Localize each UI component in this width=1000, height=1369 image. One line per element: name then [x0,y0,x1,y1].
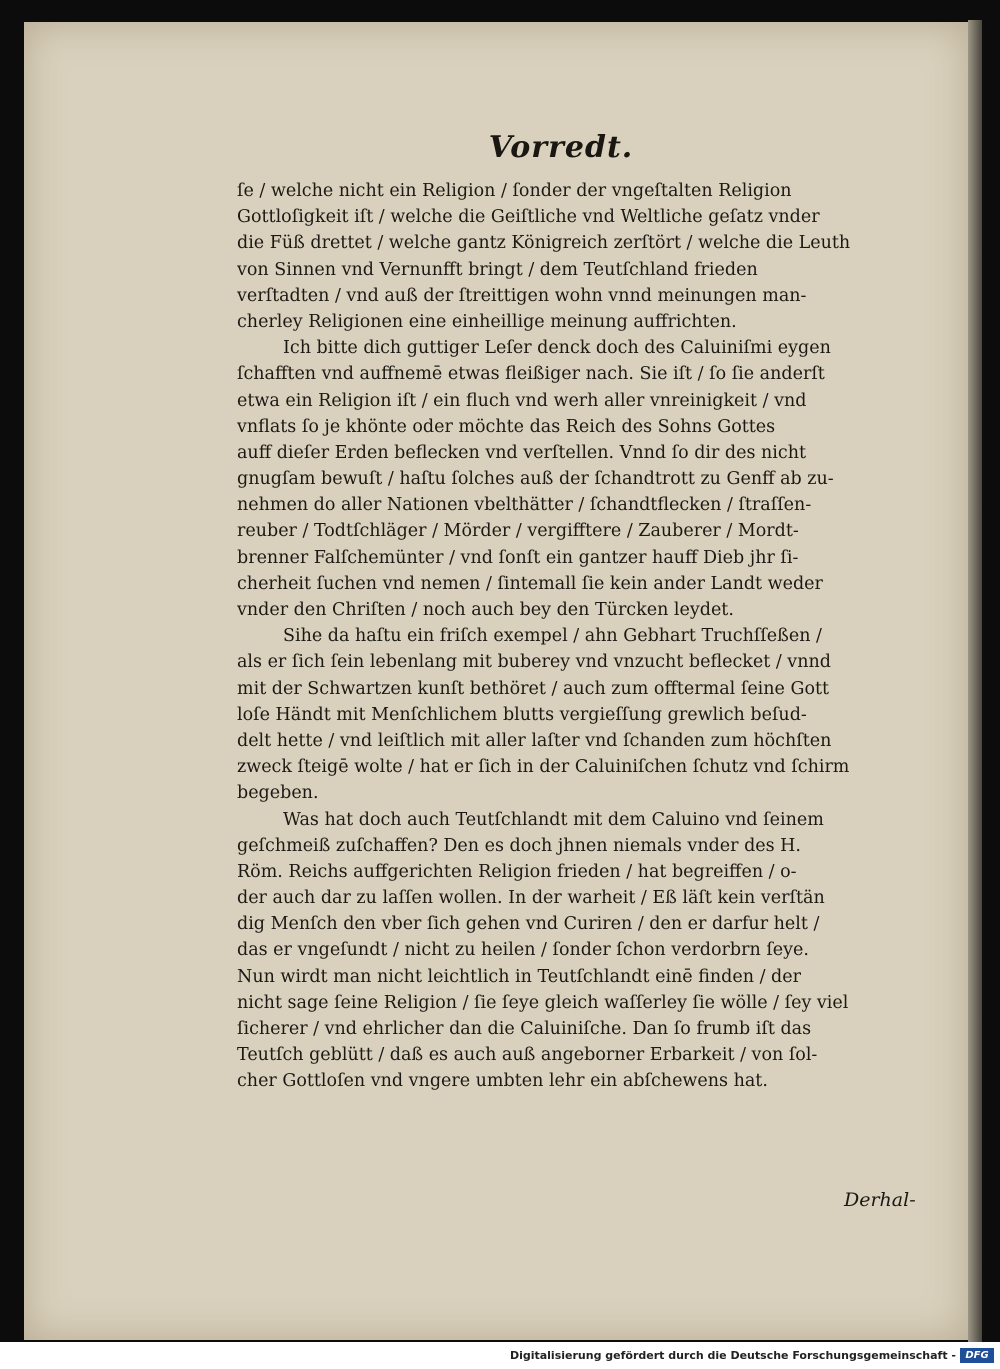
text-line: cher Gottloſen vnd vngere umbten lehr ein abſchewens hat. [237,1071,768,1092]
text-line: gnugſam bewuſt / haſtu ſolches auß der ſchandtrott zu Genff ab zu- [237,469,834,490]
text-line: delt hette / vnd leiſtlich mit aller laſter vnd ſchanden zum höchſten [237,730,832,751]
text-line: als er ſich ſein lebenlang mit buberey vnd vnzucht beflecket / vnnd [237,652,831,673]
running-header: Vorredt. [488,130,634,165]
text-line: dig Menſch den vber ſich gehen vnd Curiren / den er darfur helt / [237,914,820,935]
dfg-logo: DFG [960,1348,994,1363]
text-line: der auch dar zu laſſen wollen. In der warheit / Eß läſt kein verſtän [237,888,825,909]
text-line: Nun wirdt man nicht leichtlich in Teutſchlandt einē finden / der [237,966,801,987]
catchword: Derhal- [844,1189,916,1211]
text-line: vnder den Chriſten / noch auch bey den Türcken leydet. [237,600,734,620]
text-line: ſchafften vnd auffnemē etwas fleißiger nach. Sie iſt / ſo ſie anderſt [237,364,825,385]
text-line: verſtadten / vnd auß der ſtreittigen wohn vnnd meinungen man- [237,285,807,306]
text-line: auff dieſer Erden beflecken vnd verſtellen. Vnnd ſo dir des nicht [237,442,806,463]
text-line: ſe / welche nicht ein Religion / ſonder der vngeſtalten Religion [237,181,792,201]
text-line: nicht sage ſeine Religion / ſie ſeye gleich waſſerley ſie wölle / ſey viel [237,992,849,1013]
text-line: cherheit ſuchen vnd nemen / ſintemall ſie kein ander Landt weder [237,573,823,594]
text-line: etwa ein Religion iſt / ein fluch vnd werh aller vnreinigkeit / vnd [237,390,807,411]
text-line: mit der Schwartzen kunſt bethöret / auch zum offtermal ſeine Gott [237,678,830,699]
text-line: das er vngeſundt / nicht zu heilen / ſonder ſchon verdorbrn ſeye. [237,940,809,961]
text-line: Sihe da haſtu ein friſch exempel / ahn Gebhart Truchſſeßen / [283,626,822,647]
text-line: reuber / Todtſchläger / Mörder / vergifftere / Zauberer / Mordt- [237,521,799,542]
text-line: vnflats ſo je khönte oder möchte das Reich des Sohns Gottes [237,416,776,437]
text-line: nehmen do aller Nationen vbelthätter / ſchandtflecken / ſtraſſen- [237,495,812,516]
text-line: Gottloſigkeit iſt / welche die Geiſtliche vnd Weltliche geſatz vnder [237,207,820,228]
body-text [237,178,937,1095]
text-line: Teutſch geblütt / daß es auch auß angeborner Erbarkeit / von ſol- [237,1045,818,1066]
text-line: loſe Händt mit Menſchlichem blutts vergieſſung grewlich beſud- [237,704,807,725]
text-line: brenner Falſchemünter / vnd ſonſt ein gantzer hauff Dieb jhr ſi- [237,547,799,568]
text-line: die Füß drettet / welche gantz Königreich zerſtört / welche die Leuth [237,233,851,254]
page-edge [968,20,982,1342]
funding-notice: Digitalisierung gefördert durch die Deutsche Forschungsgemeinschaft - [509,1349,956,1362]
text-line: cherley Religionen eine einheillige meinung auffrichten. [237,311,737,332]
text-line: Ich bitte dich guttiger Leſer denck doch des Caluiniſmi eygen [283,338,831,359]
text-line: zweck ſteigē wolte / hat er ſich in der Caluiniſchen ſchutz vnd ſchirm [237,757,850,778]
text-line: ſicherer / vnd ehrlicher dan die Caluiniſche. Dan ſo frumb iſt das [237,1019,812,1039]
text-line: Was hat doch auch Teutſchlandt mit dem Caluino vnd ſeinem [283,809,824,830]
footer-bar [0,1342,1000,1369]
text-line: geſchmeiß zuſchaffen? Den es doch jhnen niemals vnder des H. [237,835,801,856]
text-line: begeben. [237,783,319,804]
text-line: von Sinnen vnd Vernunfft bringt / dem Teutſchland frieden [237,259,758,280]
text-line: Röm. Reichs auffgerichten Religion frieden / hat begreiffen / o- [237,861,797,882]
